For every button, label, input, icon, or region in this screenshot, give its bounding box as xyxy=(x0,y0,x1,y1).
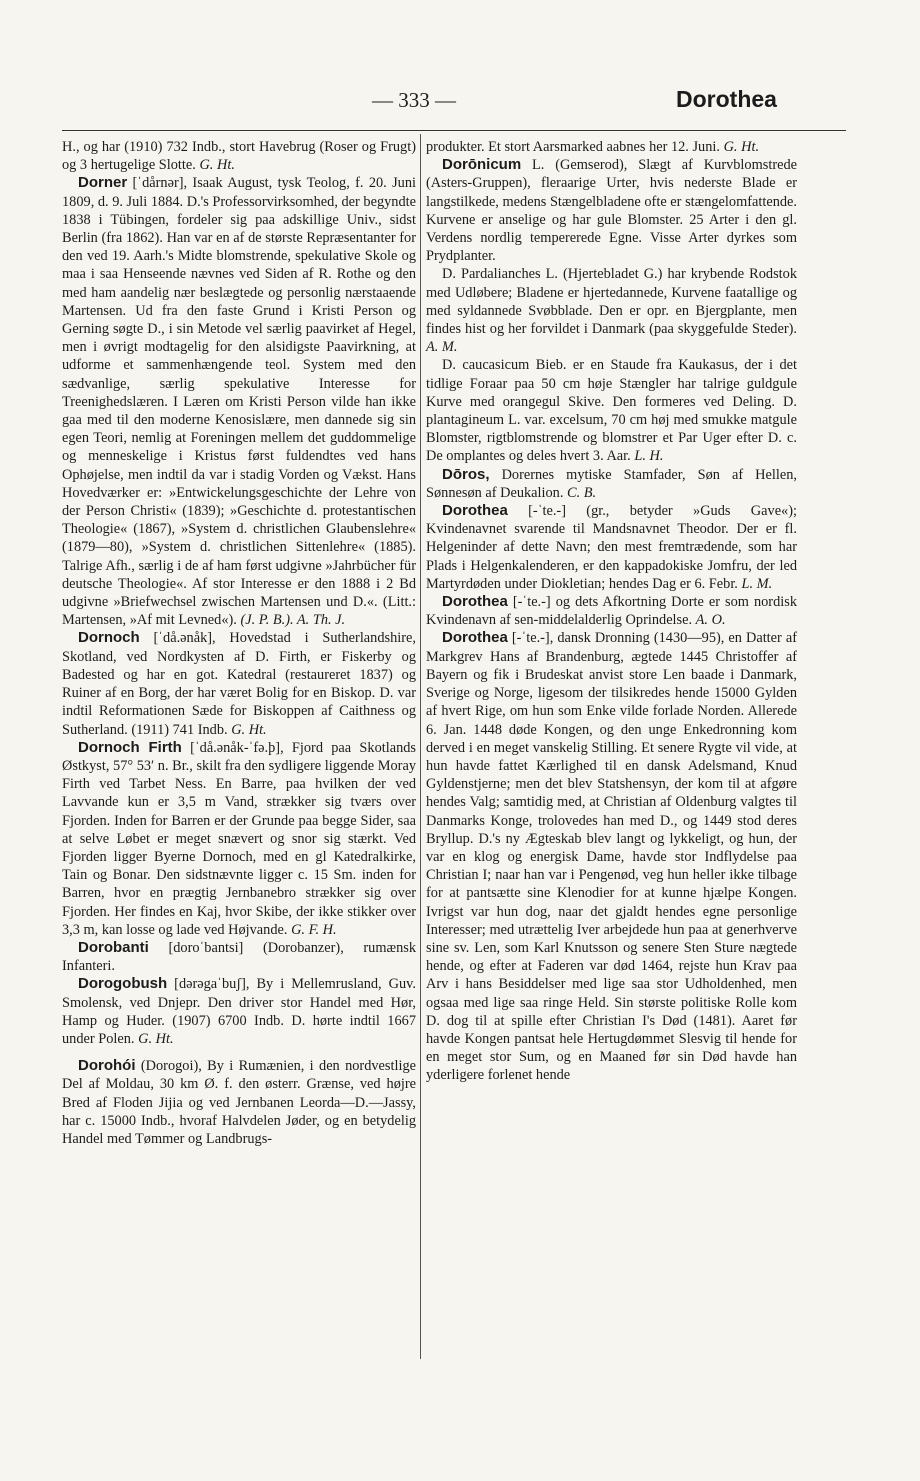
entry-text: [-ˈte.-] og dets Afkortning Dorte er som nordisk Kvindenavn af sen-middelalderlig Oprindelse. xyxy=(426,594,797,629)
entry xyxy=(426,138,797,156)
entry-signature: A. M. xyxy=(426,339,458,356)
entry-text: [-ˈte.-], dansk Dronning (1430—95), en Datter af Markgrev Hans af Brandenburg, ægtede 1445 Christoffer af Bayern og fik i Brudeskat anvist store Len baade i Danmark, Sverige og Norge, ligesom der tilsikredes hende 15000 Gylden af hvert Rige, om hun som Enke vilde forlade Norden. Allerede 6. Jan. 1448 døde Kongen, og den unge Enkedronning kom derved i en meget vanskelig Stilling. Et senere Rygte vil vide, at hun havde fattet Kærlighed til en dansk Adelsmand, Knud Gyldenstjerne; men det blev Statshensyn, der kom til at afgøre hendes Valg; samtidig med, at Christian af Oldenburg valgtes til Danmarks Konge, trolovedes han med D., og 1449 stod deres Bryllup. D.'s ny Ægteskab blev langt og lykkeligt, og hun, der var en klog og energisk Dame, havde stor Indflydelse paa Christian I; naar han var i Pengenød, veg hun heller ikke tilbage for at pantsætte sine Klenodier for at kunne hjælpe Kongen. Ivrigst var hun dog, naar det gjaldt hendes egne personlige Interesser; med utrættelig Iver arbejdede hun paa at generhverve sine sv. Len, som Karl Knutsson og senere Sten Sture nægtede hende, og efter at Faderen var død 1464, rejste hun Krav paa Arv i hans Besiddelser med lige saa stor Udholdenhed, men ogsaa med lige saa ringe Held. Sin største politiske Rolle kom D. dog til at spille efter Christian I's Død (1481). Aaret før havde Kongen pantsat hele Hertugdømmet Slesvig til hende for en meget stor Sum, og en Maaned før sin Død havde han yderligere forlenet hende xyxy=(426,630,797,1084)
entry-headword: Dornoch Firth xyxy=(78,738,182,756)
entry-headword: Dorōnicum xyxy=(442,156,522,174)
entry-text: [doroˈbantsi] (Dorobanzer), rumænsk Infanteri. xyxy=(62,939,416,975)
entry xyxy=(426,593,797,629)
left-column xyxy=(62,138,416,1148)
entry-text: H., og har (1910) 732 Indb., stort Havebrug (Roser og Frugt) og 3 hertugelige Slotte. xyxy=(62,139,416,174)
page-number: — 333 — xyxy=(372,88,456,112)
entry-signature: G. F. H. xyxy=(291,921,337,938)
entry xyxy=(62,939,416,975)
entry-headword: Dorothea xyxy=(442,593,508,611)
column-divider xyxy=(420,134,421,1359)
entry-text: D. caucasicum Bieb. er en Staude fra Kaukasus, der i det tidlige Foraar paa 50 cm høje Stængler har talrige guldgule Kurve med orangegul Skive. Den formeres ved Deling. D. plantagineum L. var. excelsum, 70 cm høj med smukke matgule Blomster, rigtblomstrende og blomstrer et Par Uger efter D. c. De omplantes og deles hvert 3. Aar. xyxy=(426,357,797,465)
entry-signature: A. O. xyxy=(695,612,726,629)
entry-headword: Dorner xyxy=(78,174,128,192)
entry-headword: Dorothea xyxy=(442,629,508,647)
right-column xyxy=(426,138,797,1085)
entry-text: D. Pardalianches L. (Hjertebladet G.) har krybende Rodstok med Udløbere; Bladene er hjertedannede, Kurvene faatallige og med syldannede Svøbblade. Den er opr. en Bjergplante, men findes hist og her forvildet i Danmark (paa skyggefulde Steder). xyxy=(426,266,797,338)
entry xyxy=(426,629,797,1084)
page-header xyxy=(0,86,920,120)
entry-headword: Dornoch xyxy=(78,629,140,647)
entry-text: [ˈdå.ənåk-ˈfə.þ], Fjord paa Skotlands Østkyst, 57° 53′ n. Br., skilt fra den sydligere liggende Moray Firth ved Tarbet Ness. En Barre, paa hvilken der ved Lavvande kun er 3,5 m Vand, strækker sig tværs over Fjorden. Inden for Barren er der Grunde paa begge Sider, saa at selve Løbet er meget snævert og snor sig stærkt. Ved Fjorden ligger Byerne Dornoch, med en gl Katedralkirke, Tain og Bonar. Den sidstnævnte ligger c. 15 Sm. inden for Barren, hvor en prægtig Jernbanebro strækker sig over Fjorden. Her findes en Kaj, hvor Skibe, der ikke stikker over 3,3 m, kan losse og lade ved Højvande. xyxy=(62,739,416,938)
entry xyxy=(426,502,797,593)
entry xyxy=(62,174,416,629)
entry-text: [dərəgaˈbuʃ], By i Mellemrusland, Guv. Smolensk, ved Dnjepr. Den driver stor Handel med Hør, Hamp og Huder. (1907) 6700 Indb. D. hørte indtil 1667 under Polen. xyxy=(62,976,416,1047)
entry-headword: Dorobanti xyxy=(78,938,149,956)
entry-text: L. (Gemserod), Slægt af Kurvblomstrede (Asters-Gruppen), fleraarige Urter, hvis nederste Blade er langstilkede, medens Stængelbladene ofte er stængelomfattende. Kurvene er anselige og har gule Blomster. 25 Arter i den gl. Verdens nordlig tempererede Egne. Visse Arter dyrkes som Prydplanter. xyxy=(426,157,797,265)
entry-text: [-ˈte.-] (gr., betyder »Guds Gave«); Kvindenavnet svarende til Mandsnavnet Theodor. Der er fl. Helgeninder af dette Navn; den mest fremtrædende, som har Plads i Helgenkalenderen, er den kappadokiske Jomfru, der led Martyrdøden under Diokletian; hendes Dag er 6. Febr. xyxy=(426,503,797,592)
entry-signature: C. B. xyxy=(567,484,597,501)
header-rule xyxy=(62,130,846,131)
entry-text: [ˈdårnər], Isaak August, tysk Teolog, f. 20. Juni 1809, d. 9. Juli 1884. D.'s Professorvirksomhed, der begyndte 1838 i Tübingen, fordeler sig paa adskillige Univ., sidst Berlin (fra 1862). Han var en af de største Repræsentanter for den ved 19. Aarh.'s Midte blomstrende, spekulative Skole og maa i saa Henseende nævnes ved Siden af R. Rothe og den med ham aandelig nær beslægtede og personlig nærstaaende Martensen. Ud fra den faste Grund i Kristi Person og Gerning søgte D., i sin Metode vel særlig paavirket af Hegel, men i øvrigt modtagelig for den alsidigste Paavirkning, at udforme et sammenhængende teol. System med den sædvanlige, særlig spekulative Interesse for Treenighedslæren. I Læren om Kristi Person vilde han ikke gaa med til den moderne Kenosislære, men dannede sig sin egen Teori, nemlig at Foreningen mellem det guddommelige og menneskelige i Kristus først fuldendtes ved hans Ophøjelse, men indtil da var i stadig Vorden og Vækst. Hans Hovedværker er: »Entwickelungsgeschichte der Lehre von der Person Christi« (1839); »Geschichte d. protestantischen Theologie« (1867), »System d. christlichen Glaubenslehre« (1879—80), »System d. christlichen Sittenlehre« (1885). Talrige Afh., særlig i de af ham først udgivne »Jahrbücher für deutsche Theologie«. Af stor Interesse er den 1888 i 2 Bd udgivne »Briefwechsel zwischen Martensen und D.«. (Litt.: Martensen, »Af mit Levned«). xyxy=(62,175,416,629)
entry xyxy=(62,739,416,939)
entry-signature: G. Ht. xyxy=(723,139,760,155)
entry-headword: Dorogobush xyxy=(78,975,168,993)
entry-signature: L. M. xyxy=(741,575,773,592)
entry-headword: Dorohói xyxy=(78,1057,136,1075)
entry-text: [ˈdå.ənåk], Hovedstad i Sutherlandshire, Skotland, ved Nordkysten af D. Firth, er Fiskerby og Badested og har en got. Katedral (restaureret 1837) og Ruiner af en Borg, der har været Bolig for en Biskop. D. var indtil Reformationen Sæde for Biskoppen af Caithness og Sutherland. (1911) 741 Indb. xyxy=(62,630,416,738)
entry-signature: (J. P. B.). A. Th. J. xyxy=(240,612,346,629)
entry xyxy=(426,356,797,465)
entry-text: Dorernes mytiske Stamfader, Søn af Hellen, Sønnesøn af Deukalion. xyxy=(426,466,797,501)
entry-text: produkter. Et stort Aarsmarked aabnes her 12. Juni. xyxy=(426,139,720,155)
entry xyxy=(426,466,797,502)
running-head: Dorothea xyxy=(676,86,777,112)
entry-headword: Dorothea xyxy=(442,502,508,520)
entry xyxy=(426,265,797,356)
entry-text: (Dorogoi), By i Rumænien, i den nordvestlige Del af Moldau, 30 km Ø. f. den østerr. Grænse, ved højre Bred af Floden Jijia og ved Jernbanen Leorda—D.—Jassy, har c. 15000 Indb., hvoraf Halvdelen Jøder, og en betydelig Handel med Tømmer og Landbrugs- xyxy=(62,1058,416,1147)
entry-headword: Dōros, xyxy=(442,465,490,483)
entry xyxy=(426,156,797,265)
entry-signature: G. Ht. xyxy=(199,157,235,174)
entry-signature: G. Ht. xyxy=(231,721,267,738)
entry xyxy=(62,975,416,1048)
entry xyxy=(62,1057,416,1148)
entry xyxy=(62,629,416,738)
entry-signature: G. Ht. xyxy=(138,1030,174,1047)
entry xyxy=(62,138,416,174)
entry-signature: L. H. xyxy=(634,448,664,465)
